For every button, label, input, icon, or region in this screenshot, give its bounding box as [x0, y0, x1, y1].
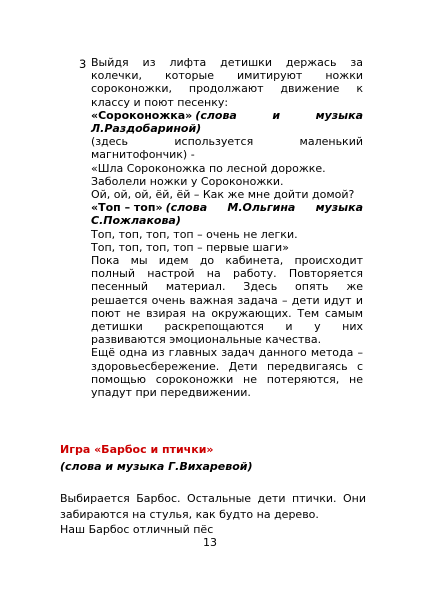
text-line: поют не взирая на окружающих. Тем самым [91, 306, 363, 320]
song1-note: (здесь используется маленький [91, 135, 363, 149]
text-line: Выйдя из лифта детишки держась за [91, 56, 363, 69]
song1-title: «Сороконожка» [91, 108, 193, 122]
song2-authors-a: (слова М.Ольгина музыка [165, 201, 363, 215]
lyrics-line: Топ, топ, топ, топ – первые шаги» [91, 240, 289, 254]
text-line: Ещё одна из главных задач данного метода – [91, 346, 363, 360]
song1-heading [91, 109, 363, 122]
text-line: развиваются эмоциональные качества. [91, 333, 322, 347]
text-line: помощью сороконожки не потеряются, не [91, 372, 363, 386]
paragraph-walk [91, 254, 363, 346]
text-line: решается очень важная задача – дети идут и [91, 293, 363, 307]
text-line: колечки, которые имитируют ножки [91, 69, 363, 83]
text-line: песенный материал. Здесь опять же [91, 280, 363, 294]
text-line: Пока мы идем до кабинета, происходит [91, 254, 363, 268]
song1-authors-a: (слова и музыка [195, 108, 363, 122]
text-line: классу и поют песенку: [91, 95, 229, 109]
lyrics-line: «Шла Сороконожка по лесной дорожке. [91, 161, 326, 175]
text-line: забираются на стулья, как будто на дерево. [60, 507, 319, 521]
text-line: полный настрой на работу. Повторяется [91, 267, 363, 281]
list-item-content [91, 56, 363, 399]
text-line: упадут при передвижении. [91, 386, 251, 400]
game-title: Игра «Барбос и птички» [60, 443, 214, 456]
song1-authors-b: Л.Раздобариной) [91, 122, 202, 136]
text-line: сороконожки, продолжают движение к [91, 82, 363, 96]
song2-authors-b: С.Пожлакова) [91, 214, 181, 228]
paragraph-health [91, 346, 363, 399]
song2-heading [91, 201, 363, 214]
text-line: здоровьесбережение. Дети передвигаясь с [91, 359, 363, 373]
game-description [60, 491, 366, 538]
song2-title: «Топ – топ» [91, 201, 163, 215]
list-item-number: 3 [79, 57, 87, 71]
text-line: Выбирается Барбос. Остальные дети птички. Они [60, 492, 366, 505]
page-number: 13 [203, 536, 217, 549]
game-authors: (слова и музыка Г.Вихаревой) [60, 460, 253, 473]
lyrics-line: Топ, топ, топ, топ – очень не легки. [91, 227, 298, 241]
lyrics-line: Заболели ножки у Сороконожки. [91, 174, 284, 188]
paragraph-intro [91, 56, 363, 109]
song1-note: магнитофончик) - [91, 148, 195, 162]
text-line: детишки раскрепощаются и у них [91, 320, 363, 334]
lyrics-line: Ой, ой, ой, ёй, ёй – Как же мне дойти домой? [91, 188, 355, 202]
text-line: Наш Барбос отличный пёс [60, 523, 214, 536]
